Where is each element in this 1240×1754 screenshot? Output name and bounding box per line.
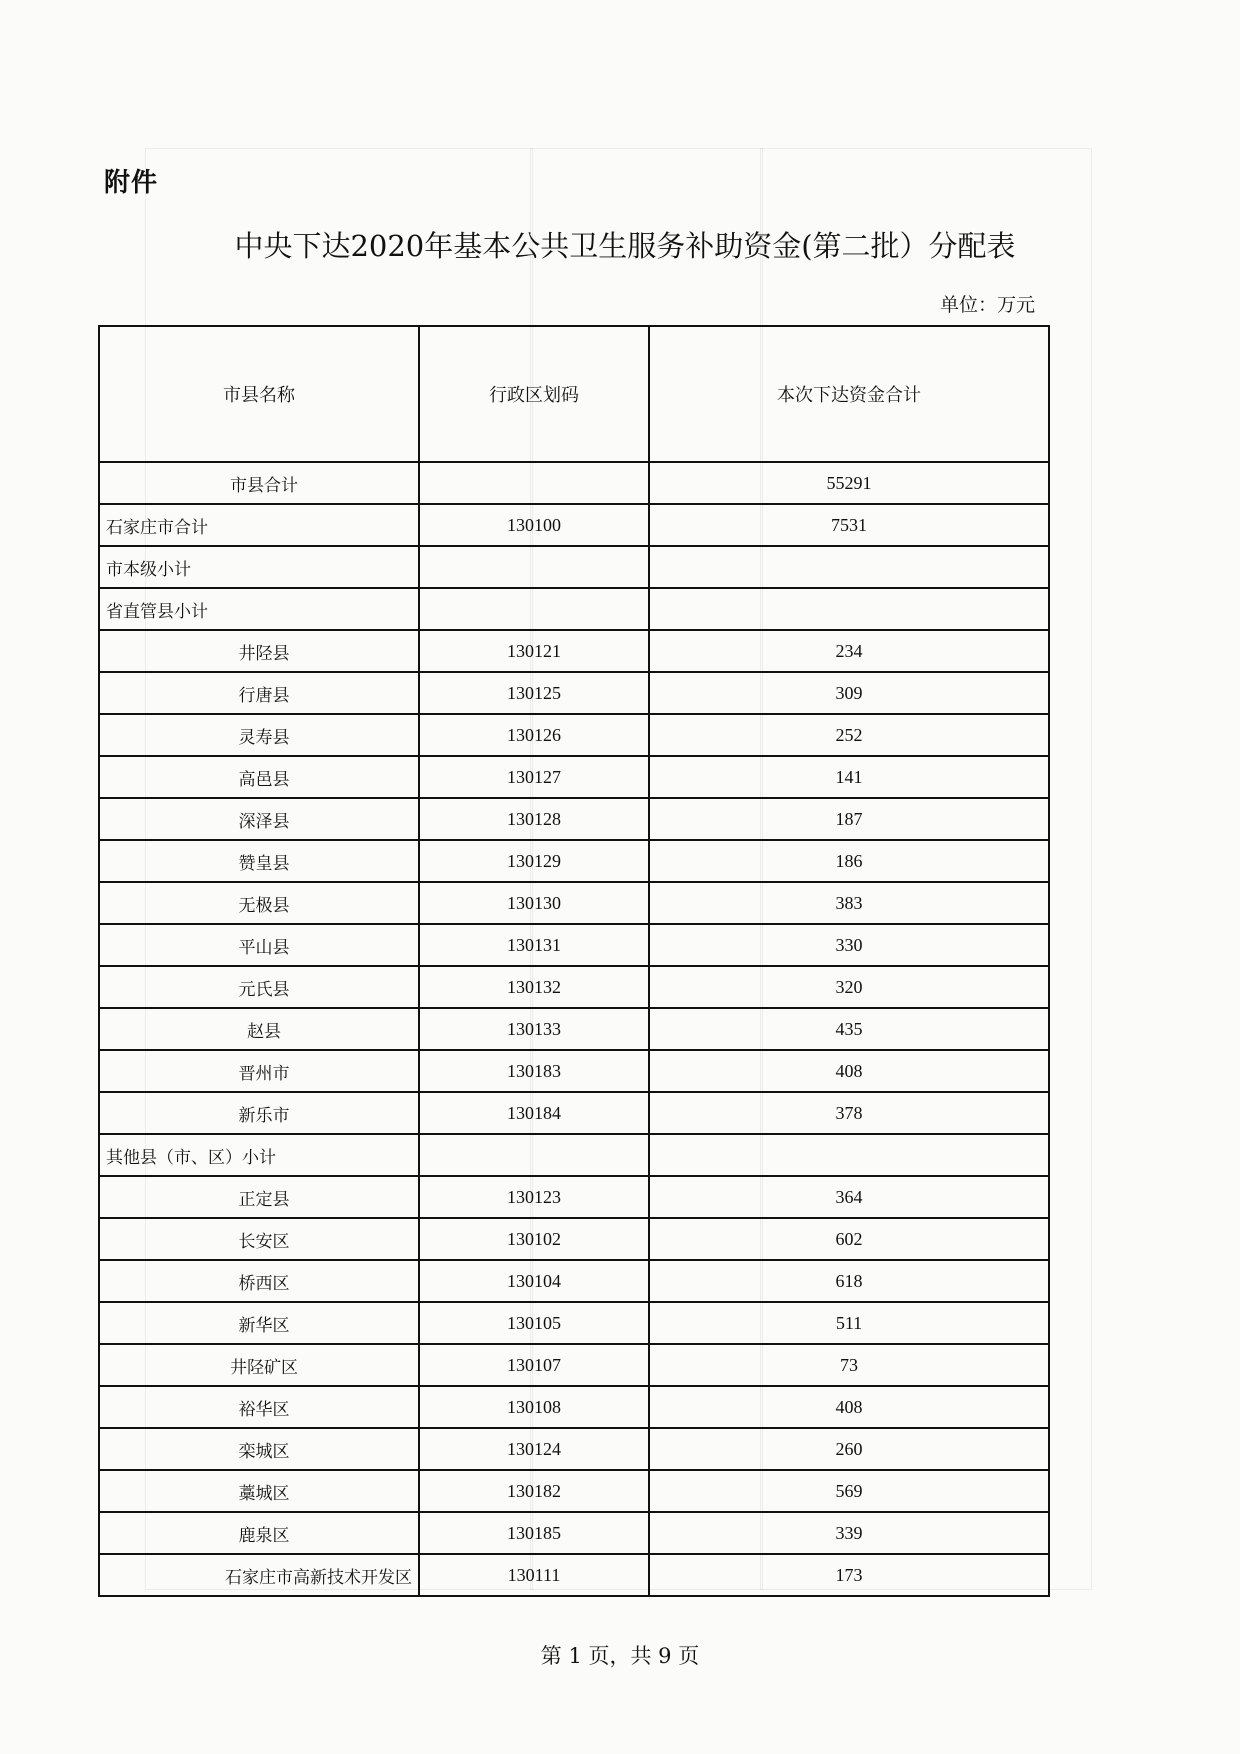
region-name-text: 桥西区	[238, 1273, 290, 1294]
cell-region-name	[99, 966, 419, 1008]
region-name-text: 行唐县	[238, 685, 290, 706]
region-name-text: 灵寿县	[238, 727, 290, 748]
cell-admin-code	[419, 546, 649, 588]
cell-amount: 383	[649, 882, 1049, 924]
cell-region-name	[99, 714, 419, 756]
cell-amount: 173	[649, 1554, 1049, 1596]
cell-amount: 618	[649, 1260, 1049, 1302]
cell-admin-code: 130108	[419, 1386, 649, 1428]
cell-region-name	[99, 630, 419, 672]
cell-region-name	[99, 924, 419, 966]
cell-region-name	[99, 1050, 419, 1092]
cell-region-name	[99, 1302, 419, 1344]
column-header-amount: 本次下达资金合计	[649, 326, 1049, 462]
cell-amount: 73	[649, 1344, 1049, 1386]
table-row	[99, 672, 1049, 714]
allocation-table	[98, 325, 1050, 1597]
region-name-text: 高邑县	[238, 769, 290, 790]
unit-label: 单位：万元	[940, 294, 1036, 316]
cell-region-name	[99, 840, 419, 882]
region-name-text: 藁城区	[238, 1483, 290, 1504]
cell-amount: 569	[649, 1470, 1049, 1512]
region-name-text: 新华区	[238, 1315, 290, 1336]
page-number: 第 1 页，共 9 页	[540, 1644, 700, 1668]
table-row	[99, 882, 1049, 924]
cell-admin-code: 130182	[419, 1470, 649, 1512]
cell-region-name	[99, 1008, 419, 1050]
table-row	[99, 1386, 1049, 1428]
cell-amount: 141	[649, 756, 1049, 798]
document-title: 中央下达2020年基本公共卫生服务补助资金(第二批）分配表	[234, 229, 1016, 263]
cell-admin-code: 130132	[419, 966, 649, 1008]
region-name-text: 赵县	[247, 1021, 281, 1042]
table-row	[99, 1512, 1049, 1554]
table-row	[99, 588, 1049, 630]
cell-amount: 320	[649, 966, 1049, 1008]
cell-region-name	[99, 462, 419, 504]
cell-admin-code: 130123	[419, 1176, 649, 1218]
cell-admin-code: 130100	[419, 504, 649, 546]
cell-region-name	[99, 546, 419, 588]
region-name-text: 裕华区	[238, 1399, 290, 1420]
region-name-text: 深泽县	[238, 811, 290, 832]
table-row	[99, 1008, 1049, 1050]
cell-amount	[649, 546, 1049, 588]
cell-amount: 435	[649, 1008, 1049, 1050]
table-row	[99, 1050, 1049, 1092]
cell-region-name	[99, 798, 419, 840]
column-header-code: 行政区划码	[419, 326, 649, 462]
region-name-text: 石家庄市高新技术开发区	[225, 1567, 412, 1588]
cell-region-name	[99, 1554, 419, 1596]
table-row	[99, 840, 1049, 882]
cell-amount: 55291	[649, 462, 1049, 504]
cell-admin-code	[419, 1134, 649, 1176]
region-name-text: 其他县（市、区）小计	[106, 1147, 276, 1168]
table-row	[99, 966, 1049, 1008]
cell-amount	[649, 1134, 1049, 1176]
cell-region-name	[99, 672, 419, 714]
cell-amount: 186	[649, 840, 1049, 882]
cell-admin-code: 130125	[419, 672, 649, 714]
region-name-text: 正定县	[238, 1189, 290, 1210]
cell-region-name	[99, 1134, 419, 1176]
cell-amount: 602	[649, 1218, 1049, 1260]
cell-admin-code: 130104	[419, 1260, 649, 1302]
cell-amount: 187	[649, 798, 1049, 840]
table-row	[99, 1302, 1049, 1344]
cell-amount: 260	[649, 1428, 1049, 1470]
region-name-text: 市本级小计	[106, 559, 191, 580]
cell-amount: 234	[649, 630, 1049, 672]
cell-amount: 408	[649, 1050, 1049, 1092]
cell-region-name	[99, 1260, 419, 1302]
cell-region-name	[99, 882, 419, 924]
cell-admin-code: 130184	[419, 1092, 649, 1134]
table-body	[99, 462, 1049, 1596]
region-name-text: 井陉县	[238, 643, 290, 664]
region-name-text: 元氏县	[238, 979, 290, 1000]
cell-amount: 7531	[649, 504, 1049, 546]
table-row	[99, 1470, 1049, 1512]
region-name-text: 平山县	[238, 937, 290, 958]
table-row	[99, 462, 1049, 504]
cell-admin-code: 130102	[419, 1218, 649, 1260]
cell-admin-code: 130130	[419, 882, 649, 924]
cell-amount: 330	[649, 924, 1049, 966]
table-row	[99, 1176, 1049, 1218]
table-row	[99, 1344, 1049, 1386]
region-name-text: 赞皇县	[238, 853, 290, 874]
region-name-text: 栾城区	[238, 1441, 290, 1462]
cell-admin-code: 130127	[419, 756, 649, 798]
cell-region-name	[99, 1428, 419, 1470]
cell-region-name	[99, 1344, 419, 1386]
cell-admin-code: 130107	[419, 1344, 649, 1386]
attachment-label: 附件	[104, 168, 159, 198]
cell-admin-code: 130185	[419, 1512, 649, 1554]
table-row	[99, 1428, 1049, 1470]
cell-admin-code: 130124	[419, 1428, 649, 1470]
cell-amount: 378	[649, 1092, 1049, 1134]
table-row	[99, 546, 1049, 588]
cell-region-name	[99, 588, 419, 630]
region-name-text: 石家庄市合计	[106, 517, 208, 538]
cell-admin-code: 130129	[419, 840, 649, 882]
table-row	[99, 1260, 1049, 1302]
region-name-text: 新乐市	[238, 1105, 290, 1126]
cell-admin-code: 130126	[419, 714, 649, 756]
cell-region-name	[99, 1176, 419, 1218]
cell-region-name	[99, 1512, 419, 1554]
table-row	[99, 756, 1049, 798]
cell-admin-code: 130105	[419, 1302, 649, 1344]
cell-amount: 364	[649, 1176, 1049, 1218]
cell-region-name	[99, 1218, 419, 1260]
table-row	[99, 630, 1049, 672]
region-name-text: 晋州市	[238, 1063, 290, 1084]
cell-admin-code	[419, 462, 649, 504]
cell-amount: 408	[649, 1386, 1049, 1428]
cell-region-name	[99, 504, 419, 546]
table-row	[99, 1134, 1049, 1176]
cell-admin-code: 130111	[419, 1554, 649, 1596]
cell-region-name	[99, 1092, 419, 1134]
cell-region-name	[99, 1470, 419, 1512]
table-row	[99, 714, 1049, 756]
cell-admin-code	[419, 588, 649, 630]
cell-amount: 339	[649, 1512, 1049, 1554]
cell-admin-code: 130121	[419, 630, 649, 672]
table-row	[99, 1218, 1049, 1260]
cell-admin-code: 130128	[419, 798, 649, 840]
region-name-text: 无极县	[238, 895, 290, 916]
cell-amount	[649, 588, 1049, 630]
region-name-text: 省直管县小计	[106, 601, 208, 622]
cell-admin-code: 130183	[419, 1050, 649, 1092]
table-row	[99, 504, 1049, 546]
region-name-text: 井陉矿区	[230, 1357, 298, 1378]
cell-region-name	[99, 756, 419, 798]
region-name-text: 长安区	[238, 1231, 290, 1252]
table-row	[99, 1554, 1049, 1596]
table-row	[99, 798, 1049, 840]
table-row	[99, 1092, 1049, 1134]
region-name-text: 鹿泉区	[238, 1525, 290, 1546]
table-header-row	[99, 326, 1049, 462]
cell-admin-code: 130133	[419, 1008, 649, 1050]
cell-amount: 511	[649, 1302, 1049, 1344]
cell-admin-code: 130131	[419, 924, 649, 966]
cell-amount: 252	[649, 714, 1049, 756]
column-header-name: 市县名称	[99, 326, 419, 462]
region-name-text: 市县合计	[230, 475, 298, 496]
cell-amount: 309	[649, 672, 1049, 714]
cell-region-name	[99, 1386, 419, 1428]
table-row	[99, 924, 1049, 966]
